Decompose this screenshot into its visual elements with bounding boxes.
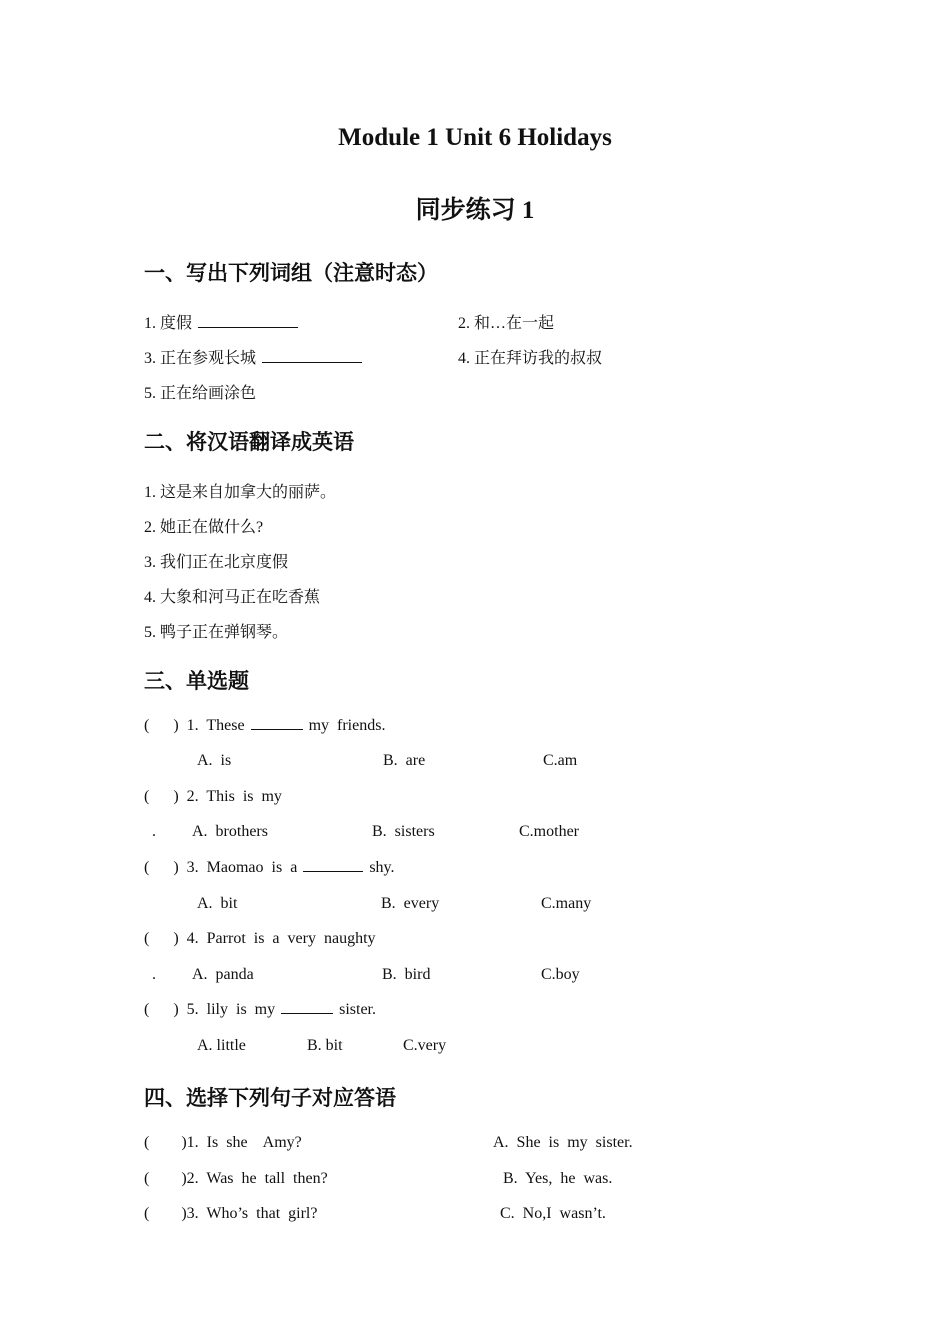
s1-item-5: 5. 正在给画涂色 [144, 385, 257, 402]
mc-question-2: ( ) 2. This is my [144, 788, 282, 805]
s2-item-5: 5. 鸭子正在弹钢琴。 [144, 624, 289, 641]
mc-q2-lead: . [152, 823, 156, 840]
match-row-2: ( )2. Was he tall then? [144, 1170, 328, 1187]
answer-blank [251, 728, 303, 730]
section-3-heading: 三、单选题 [144, 669, 249, 693]
answer-bracket[interactable]: ( ) [144, 1170, 187, 1187]
section-2-heading: 二、将汉语翻译成英语 [144, 430, 354, 454]
answer-blank [281, 1012, 333, 1014]
s1-item-3: 3. 正在参观长城 [144, 345, 368, 368]
mc-q3-option-b[interactable]: B. every [381, 895, 440, 912]
answer-bracket[interactable]: ( ) [144, 930, 179, 947]
s1-item-1: 1. 度假 [144, 310, 304, 333]
mc-q4-option-a[interactable]: A. panda [192, 966, 254, 983]
s2-item-2: 2. 她正在做什么? [144, 519, 264, 536]
answer-blank[interactable] [198, 326, 298, 328]
match-answer-c: C. No,I wasn’t. [500, 1205, 606, 1222]
mc-q4-option-b[interactable]: B. bird [382, 966, 431, 983]
answer-bracket[interactable]: ( ) [144, 788, 179, 805]
mc-q1-option-b[interactable]: B. are [383, 752, 426, 769]
s2-item-4: 4. 大象和河马正在吃香蕉 [144, 589, 321, 606]
mc-q3-option-a[interactable]: A. bit [197, 895, 238, 912]
mc-q5-option-a[interactable]: A. little [197, 1037, 246, 1054]
match-answer-b: B. Yes, he was. [503, 1170, 613, 1187]
mc-q5-option-c[interactable]: C.very [403, 1037, 447, 1054]
page-subtitle: 同步练习 1 [415, 197, 535, 224]
mc-question-4: ( ) 4. Parrot is a very naughty [144, 930, 376, 947]
mc-q3-option-c[interactable]: C.many [541, 895, 592, 912]
match-row-3: ( )3. Who’s that girl? [144, 1205, 318, 1222]
match-answer-a: A. She is my sister. [493, 1134, 633, 1151]
mc-question-1: ( ) 1. These my friends. [144, 717, 386, 734]
mc-q1-option-c[interactable]: C.am [543, 752, 578, 769]
mc-q2-option-b[interactable]: B. sisters [372, 823, 435, 840]
match-row-1: ( )1. Is she Amy? [144, 1134, 302, 1151]
mc-q2-option-a[interactable]: A. brothers [192, 823, 268, 840]
s2-item-1: 1. 这是来自加拿大的丽萨。 [144, 484, 337, 501]
mc-question-5: ( ) 5. lily is my sister. [144, 1001, 376, 1018]
answer-bracket[interactable]: ( ) [144, 1001, 179, 1018]
mc-q4-lead: . [152, 966, 156, 983]
answer-bracket[interactable]: ( ) [144, 717, 179, 734]
mc-question-3: ( ) 3. Maomao is a shy. [144, 859, 395, 876]
mc-q2-option-c[interactable]: C.mother [519, 823, 579, 840]
answer-bracket[interactable]: ( ) [144, 1134, 187, 1151]
section-1-heading: 一、写出下列词组（注意时态） [144, 261, 438, 285]
section-4-heading: 四、选择下列句子对应答语 [144, 1086, 396, 1110]
mc-q5-option-b[interactable]: B. bit [307, 1037, 343, 1054]
page-title: Module 1 Unit 6 Holidays [338, 124, 612, 151]
s2-item-3: 3. 我们正在北京度假 [144, 554, 289, 571]
answer-bracket[interactable]: ( ) [144, 1205, 187, 1222]
s1-item-2: 2. 和…在一起 [458, 315, 555, 332]
mc-q4-option-c[interactable]: C.boy [541, 966, 580, 983]
s1-item-4: 4. 正在拜访我的叔叔 [458, 350, 603, 367]
answer-bracket[interactable]: ( ) [144, 859, 179, 876]
answer-blank [303, 870, 363, 872]
mc-q1-option-a[interactable]: A. is [197, 752, 232, 769]
answer-blank[interactable] [262, 361, 362, 363]
